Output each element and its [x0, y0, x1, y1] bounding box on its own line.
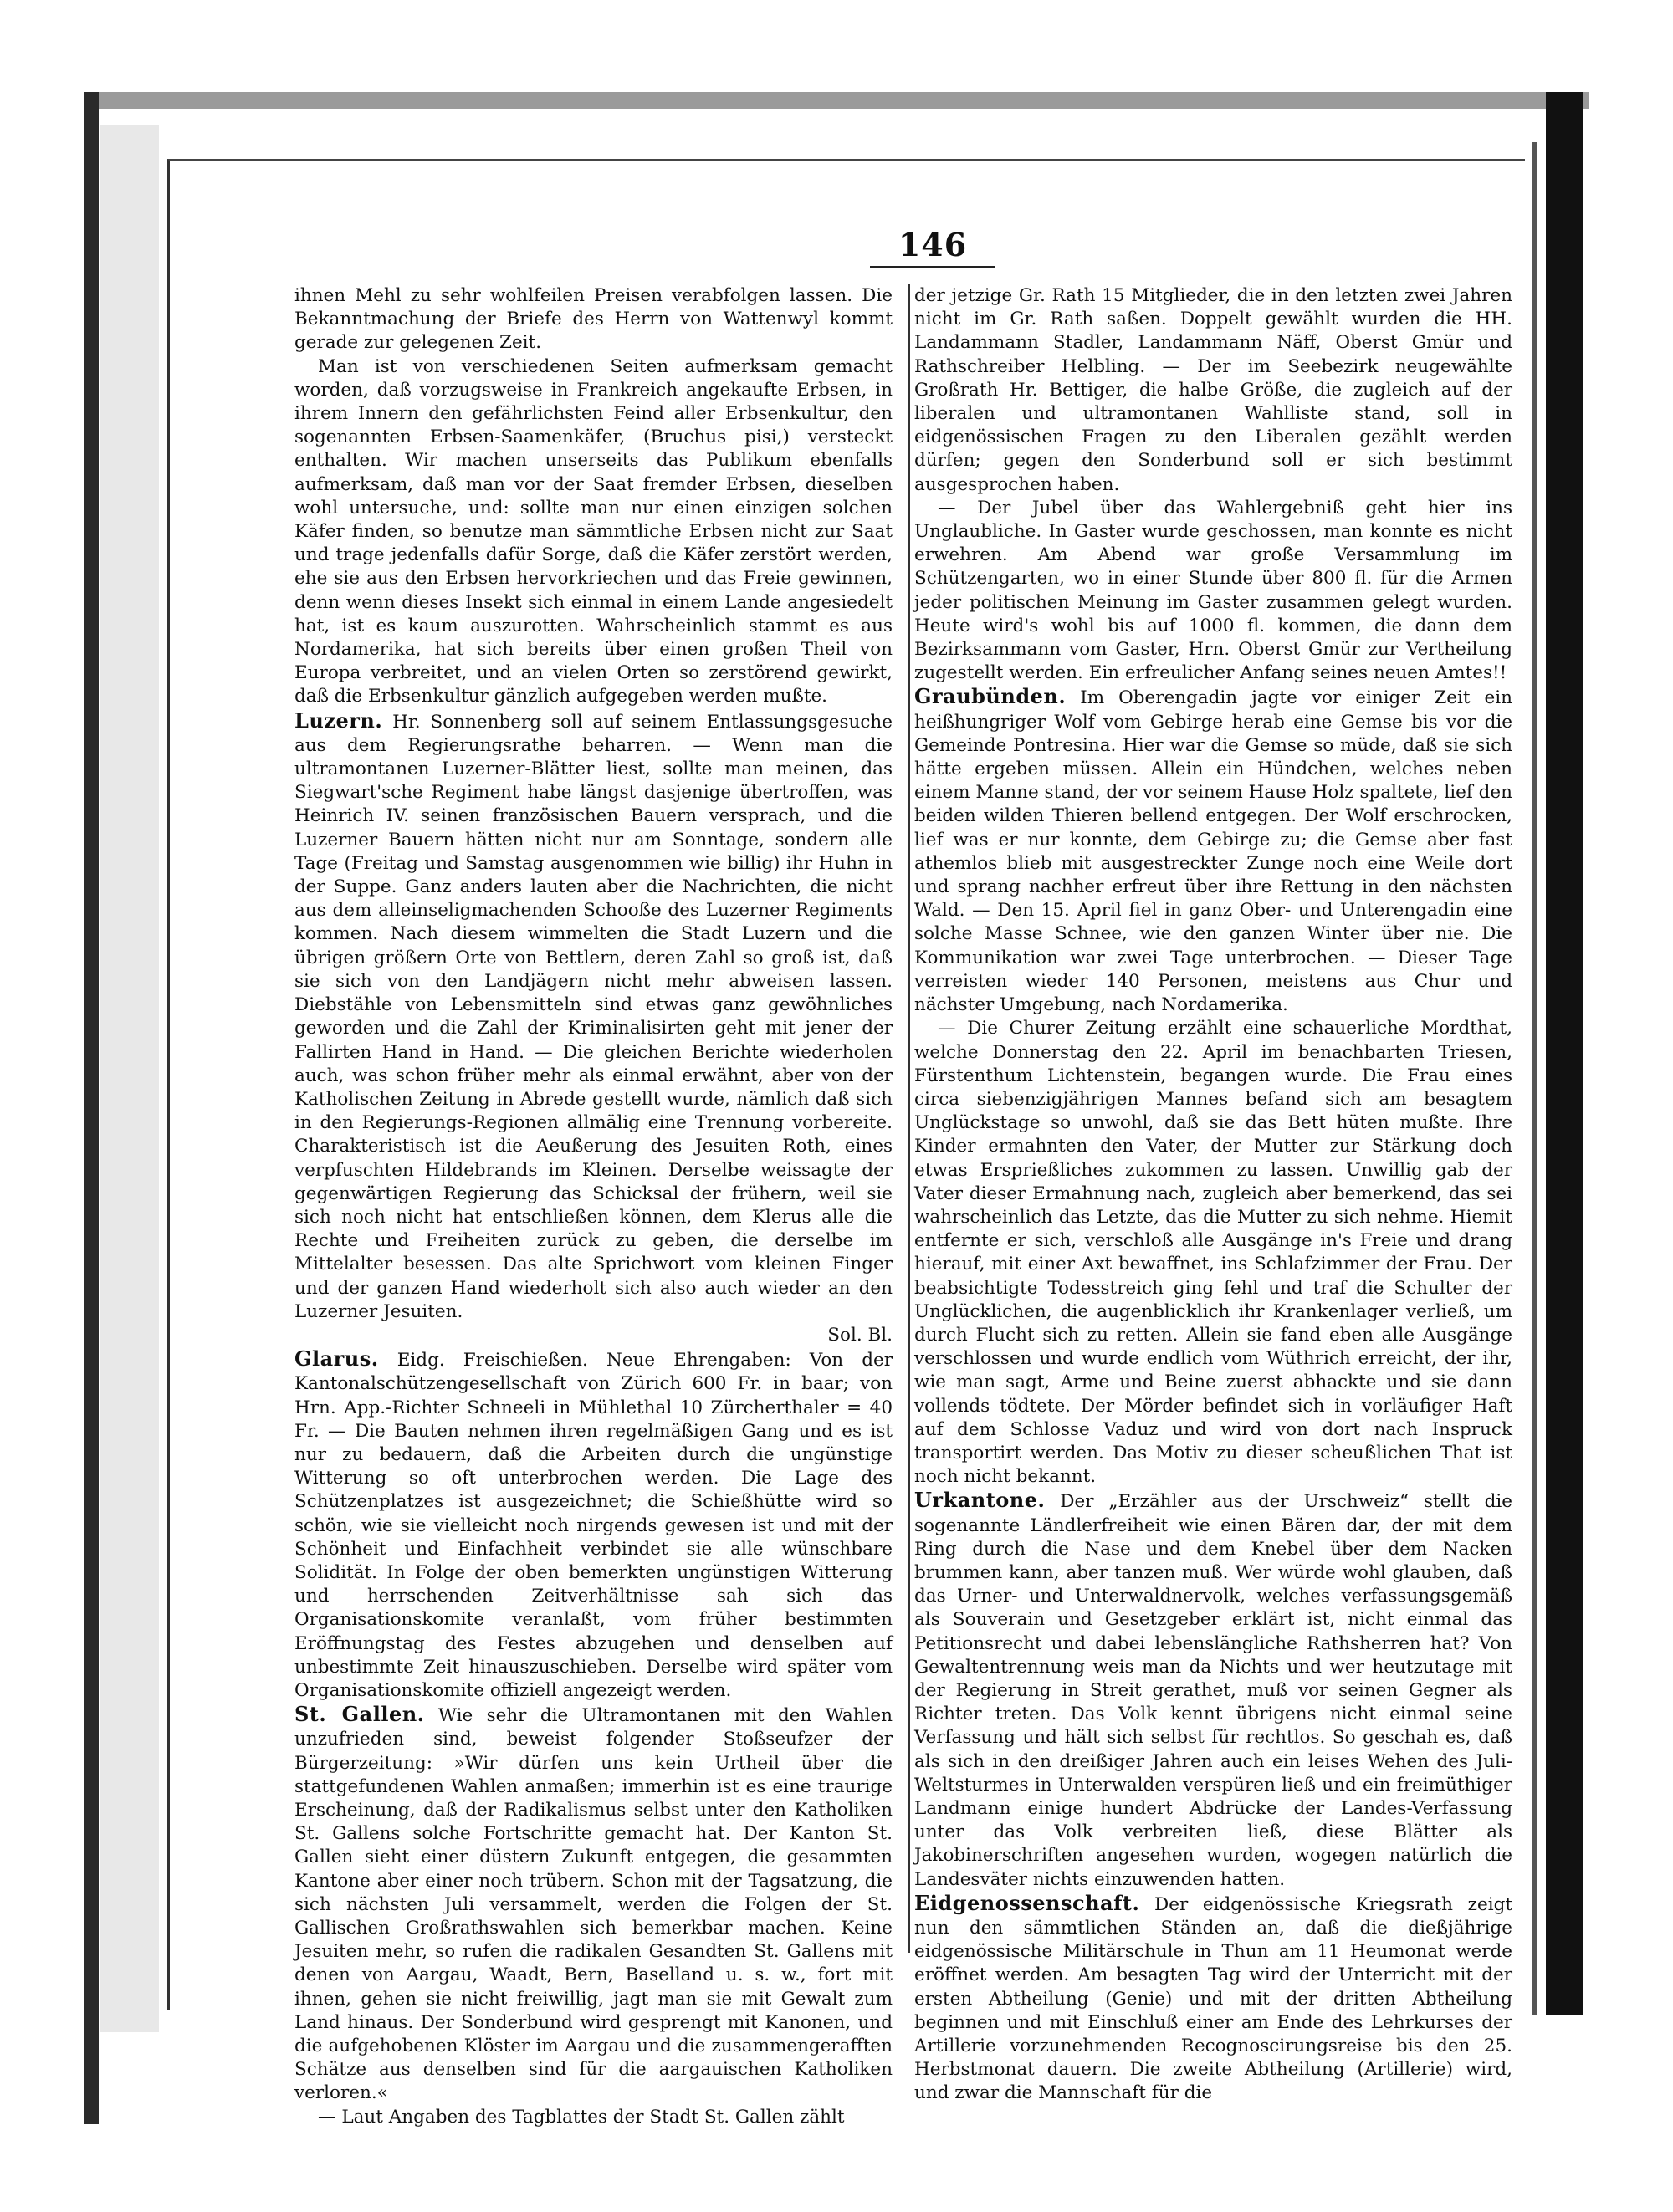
paragraph-text: ihnen Mehl zu sehr wohlfeilen Preisen verabfolgen lassen. Die Bekanntmachung der Briefe des Herrn von Wattenwyl kommt gerade zur gelegenen Zeit. [294, 285, 893, 354]
right-column [914, 284, 1513, 2104]
canton-heading: St. Gallen. [294, 1702, 425, 1727]
paragraph-text: Man ist von verschiedenen Seiten aufmerksam gemacht worden, daß vorzugsweise in Frankreich angekaufte Erbsen, in ihrem Innern den gefährlichsten Feind aller Erbsenkultur, den sogenannten Erbsen-Saamenkäfer, (Bruchus pisi,) versteckt enthalten. Wir machen unserseits das Publikum ebenfalls aufmerksam, daß man vor der Saat fremder Erbsen, dieselben wohl untersuche, und: sollte man nur einen einzigen solchen Käfer finden, so benutze man sämmtliche Erbsen nicht zur Saat und trage jedenfalls dafür Sorge, daß die Käfer zerstört werden, ehe sie aus den Erbsen hervorkriechen und das Freie gewinnen, denn wenn dieses Insekt sich einmal in einem Lande angesiedelt hat, ist es kaum auszurotten. Wahrscheinlich stammt es aus Nordamerika, hat sich bereits über einen großen Theil von Europa verbreitet, und an vielen Orten so zerstörend gewirkt, daß die Erbsenkultur gänzlich aufgegeben werden mußte. [294, 355, 893, 708]
article-paragraph [294, 355, 893, 709]
paragraph-text: Im Oberengadin jagte vor einiger Zeit ein heißhungriger Wolf vom Gebirge herab eine Gemse bis vor die Gemeinde Pontresina. Hier war die Gemse so müde, daß sie sich hätte ergeben müssen. Allein ein Hündchen, welches neben einem Manne stand, der vor seinem Hause Holz spaltete, lief den beiden wilden Thieren bellend entgegen. Der Wolf erschrocken, lief was er nur konnte, dem Gebirge zu; die Gemse aber fast athemlos blieb mit ausgestreckter Zunge noch eine Weile dort und sprang nachher erfreut über ihre Rettung in den nächsten Wald. — Den 15. April fiel in ganz Ober- und Unterengadin eine solche Masse Schnee, wie den ganzen Winter über nie. Die Kommunikation war zwei Tage unterbrochen. — Dieser Tage verreisten wieder 140 Personen, meistens aus Chur und nächster Umgebung, nach Nordamerika. [914, 687, 1512, 1016]
canton-heading: Eidgenossenschaft. [914, 1890, 1140, 1915]
article-paragraph [294, 284, 893, 355]
scan-border-top [84, 92, 1589, 109]
paragraph-text: — Laut Angaben des Tagblattes der Stadt St. Gallen zählt [318, 2106, 845, 2128]
paragraph-text: Hr. Sonnenberg soll auf seinem Entlassungsgesuche aus dem Regierungsrathe beharren. — Wenn man die ultramontanen Luzerner-Blätter liest, sollte man meinen, das Siegwart'sche Regiment habe längst dasjenige übertroffen, was Heinrich IV. seinen französischen Bauern versprach, und die Luzerner Bauern hätten nicht nur am Sonntage, sondern alle Tage (Freitag und Samstag ausgenommen wie billig) ihr Huhn in der Suppe. Ganz anders lauten aber die Nachrichten, die nicht aus dem alleinseligmachenden Schooße des Luzerner Regiments kommen. Nach diesem wimmelten die Stadt Luzern und die übrigen größern Orte von Bettlern, deren Zahl so groß ist, daß sie sich von den Landjägern nicht mehr abweisen lassen. Diebstähle von Lebensmitteln sind etwas ganz gewöhnliches geworden und die Zahl der Kriminalisirten geht mit jener der Fallirten Hand in Hand. — Die gleichen Berichte wiederholen auch, was schon früher mehr als einmal erwähnt, aber von der Katholischen Zeitung in Abrede gestellt wurde, nämlich daß sich in den Regierungs-Regionen allmälig eine Trennung vorbereite. Charakteristisch ist die Aeußerung des Jesuiten Roth, eines verpfuschten Hildebrands im Kleinen. Derselbe weissagte der gegenwärtigen Regierung das Schicksal der frühern, weil sie sich noch nicht hat entschließen können, dem Klerus alle die Rechte und Freiheiten zurück zu geben, die derselbe im Mittelalter besessen. Das alte Sprichwort vom kleinen Finger und der ganzen Hand wiederholt sich also auch wieder an den Luzerner Jesuiten. [294, 711, 893, 1322]
canton-heading: Luzern. [294, 708, 383, 733]
article-paragraph [914, 497, 1512, 686]
scan-border-right [1546, 92, 1583, 2015]
canton-heading: Graubünden. [914, 684, 1067, 709]
article-paragraph [914, 1892, 1512, 2106]
canton-heading: Glarus. [294, 1346, 379, 1372]
paragraph-text: Eidg. Freischießen. Neue Ehrengaben: Von der Kantonalschützengesellschaft von Zürich 600 Fr. in baar; von Hrn. App.-Richter Schneeli in Mühlethal 10 Zürcherthaler = 40 Fr. — Die Bauten nehmen ihren regelmäßigen Gang und es ist nur zu bedauern, daß die Arbeiten durch die ungünstige Witterung so oft unterbrochen werden. Die Lage des Schützenplatzes ist ausgezeichnet; die Schießhütte wird so schön, wie sie vielleicht noch nirgends gewesen ist und mit der Schönheit und Einfachheit verbindet sie alle wünschbare Solidität. In Folge der oben bemerkten ungünstigen Witterung und herrschenden Zeitverhältnisse sah sich das Organisationskomite veranlaßt, vom früher bestimmten Eröffnungstag des Festes abzugehen und denselben auf unbestimmte Zeit hinauszuschieben. Derselbe wird später vom Organisationskomite offiziell angezeigt werden. [294, 1350, 893, 1701]
article-paragraph [914, 284, 1512, 497]
paragraph-text: — Die Churer Zeitung erzählt eine schauerliche Mordthat, welche Donnerstag den 22. April im benachbarten Triesen, Fürstenthum Lichtenstein, begangen wurde. Die Frau eines circa siebenzigjährigen Mannes befand sich am besagtem Unglückstage so unwohl, daß sie das Bett hüten mußte. Ihre Kinder ermahnten den Vater, der Mutter zur Stärkung doch etwas Ersprießliches zukommen zu lassen. Unwillig gab der Vater dieser Ermahnung nach, zugleich aber bemerkend, das sei wahrscheinlich das Letzte, das die Mutter zu sich nehme. Hiemit entfernte er sich, verschloß alle Ausgänge in's Freie und drang hierauf, mit einer Axt bewaffnet, ins Schlafzimmer der Frau. Der beabsichtigte Todesstreich ging fehl und traf die Schulter der Unglücklichen, die augenblicklich ihr Krankenlager verließ, um durch Flucht sich zu retten. Allein sie fand eben alle Ausgänge verschlossen und wurde endlich vom Wüthrich erreicht, der ihr, wie man sagt, Arme und Beine zuerst abhackte und sie dann vollends tödtete. Der Mörder befindet sich in vorläufiger Haft auf dem Schlosse Vaduz und wird von dort nach Inspruck transportirt werden. Das Motiv zu dieser scheußlichen That ist noch nicht bekannt. [914, 1018, 1512, 1488]
canton-heading: Urkantone. [914, 1488, 1046, 1513]
paragraph-text: Wie sehr die Ultramontanen mit den Wahlen unzufrieden sind, beweist folgender Stoßseufzer der Bürgerzeitung: »Wir dürfen uns kein Urtheil über die stattgefundenen Wahlen anmaßen; immerhin ist es eine traurige Erscheinung, daß der Radikalismus selbst unter den Katholiken St. Gallens solche Fortschritte gemacht hat. Der Kanton St. Gallen sieht einer düstern Zukunft entgegen, die gesammten Kantone aber einer noch trübern. Schon mit der Tagsatzung, die sich nächsten Juli versammelt, werden die Folgen der St. Gallischen Großrathswahlen sich bemerkbar machen. Keine Jesuiten mehr, so rufen die radikalen Gesandten St. Gallens mit denen von Aargau, Waadt, Bern, Baselland u. s. w., fort mit ihnen, gehen sie nicht freiwillig, jagt man sie mit Gewalt zum Land hinaus. Der Sonderbund wird gesprengt mit Kanonen, und die aufgehobenen Klöster im Aargau und die zusammengerafften Schätze aus denselben sind für die aargauischen Katholiken verloren.« [294, 1705, 893, 2104]
page-number-rule [870, 266, 995, 268]
page-number: 146 [898, 226, 968, 263]
article-paragraph [914, 685, 1512, 1017]
article-paragraph [294, 1703, 893, 2105]
article-paragraph [294, 709, 893, 1324]
source-signature: Sol. Bl. [827, 1324, 893, 1346]
article-paragraph [914, 1489, 1512, 1891]
left-column [294, 284, 893, 2128]
column-divider [908, 284, 910, 1953]
paragraph-text: der jetzige Gr. Rath 15 Mitglieder, die in den letzten zwei Jahren nicht im Gr. Rath saßen. Doppelt gewählt wurden die HH. Landammann Stadler, Landammann Näff, Oberst Gmür und Rathschreiber Helbling. — Der im Seebezirk neugewählte Großrath Hr. Bettiger, die halbe Größe, die zugleich auf der liberalen und ultramontanen Wahlliste stand, soll in eidgenössischen Fragen zu den Liberalen gezählt werden dürfen; gegen den Sonderbund soll er sich bestimmt ausgesprochen haben. [914, 285, 1512, 495]
scan-fold-line [1532, 142, 1537, 2015]
paragraph-text: Der eidgenössische Kriegsrath zeigt nun den sämmtlichen Ständen an, daß die dießjährige eidgenössische Militärschule in Thun am 11 Heumonat werde eröffnet werden. Am besagten Tag wird der Unterricht mit der ersten Abtheilung (Genie) und mit der dritten Abtheilung beginnen und mit Einschluß einer am Ende des Lehrkurses der Artillerie vorzunehmenden Recognoscirungsreise bis den 25. Herbstmonat dauern. Die zweite Abtheilung (Artillerie) wird, und zwar die Mannschaft für die [914, 1893, 1512, 2104]
paragraph-text: Der „Erzähler aus der Urschweiz“ stellt die sogenannte Ländlerfreiheit wie einen Bären dar, der mit dem Ring durch die Nase und dem Knebel über dem Nacken brummen kann, aber tanzen muß. Wer würde wohl glauben, daß das Urner- und Unterwaldnervolk, welches verfassungsgemäß als Souverain und Gesetzgeber erklärt ist, nicht einmal das Petitionsrecht und dabei lebenslängliche Rathsherren hat? Von Gewaltentrennung weis man da Nichts und wer heutzutage mit der Regierung in Streit gerathet, muß vor seinen Gegner als Richter treten. Das Volk kennt übrigens nicht einmal seine Verfassung und hält sich selbst für rechtlos. So geschah es, daß als sich in den dreißiger Jahren auch ein leises Wehen des Juli-Weltsturmes in Unterwalden verspüren ließ und ein freimüthiger Landmann einige hundert Abdrücke der Landes-Verfassung unter das Volk verbreiten ließ, diese Blätter als Jakobinerschriften angesehen wurden, wogegen natürlich die Landesväter nichts einzuwenden hatten. [914, 1491, 1513, 1890]
scan-border-left [84, 92, 99, 2124]
article-paragraph [294, 1347, 893, 1703]
article-paragraph [914, 1017, 1512, 1489]
scan-margin-left [100, 125, 159, 2032]
paragraph-text: — Der Jubel über das Wahlergebniß geht hier ins Unglaubliche. In Gaster wurde geschossen, man konnte es nicht erwehren. Am Abend war große Versammlung im Schützengarten, wo in einer Stunde über 800 fl. für die Armen jeder politischen Meinung im Gaster zusammen gelegt wurden. Heute wird's wohl bis auf 1000 fl. kommen, die dann dem Bezirksammann vom Gaster, Hrn. Oberst Gmür zur Vertheilung zugestellt werden. Ein erfreulicher Anfang seines neuen Amtes!! [914, 497, 1512, 684]
article-paragraph [294, 2106, 893, 2129]
